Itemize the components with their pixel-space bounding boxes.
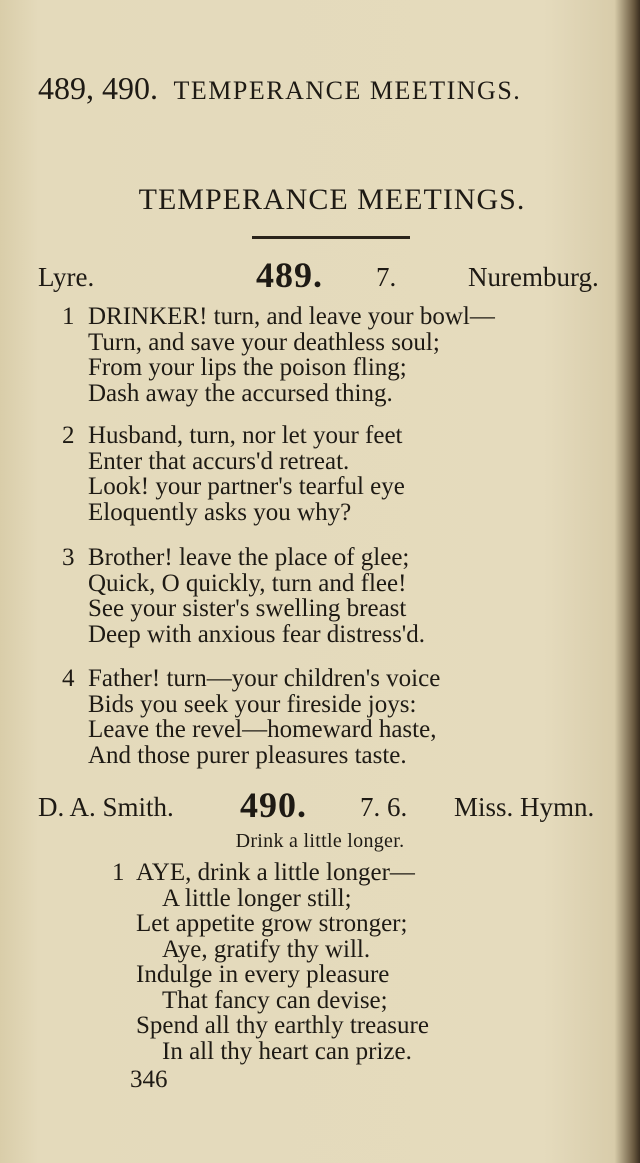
stanza-number: 1 bbox=[62, 303, 75, 330]
page-number: 346 bbox=[130, 1066, 168, 1093]
verse-line: AYE, drink a little longer— bbox=[136, 859, 415, 886]
verse-line: A little longer still; bbox=[162, 884, 352, 912]
hymn-489-header bbox=[38, 255, 628, 302]
verse-line: Indulge in every pleasure bbox=[136, 961, 390, 988]
hymn-number: 489. bbox=[256, 255, 323, 295]
verse-line: That fancy can devise; bbox=[162, 986, 388, 1014]
verse-line: Look! your partner's tearful eye bbox=[88, 473, 405, 500]
verse-line: Dash away the accursed thing. bbox=[88, 379, 393, 407]
verse-line: From your lips the poison fling; bbox=[88, 354, 407, 381]
verse-line: Aye, gratify thy will. bbox=[162, 935, 371, 963]
running-head bbox=[38, 70, 521, 107]
stanza-number: 4 bbox=[62, 665, 75, 692]
stanza-number: 3 bbox=[62, 544, 75, 571]
stanza-number: 1 bbox=[112, 859, 125, 886]
stanza bbox=[62, 666, 440, 768]
verse-line: DRINKER! turn, and leave your bowl— bbox=[88, 303, 495, 330]
verse-line: And those purer pleasures taste. bbox=[88, 741, 407, 769]
verse-line: Deep with anxious fear distress'd. bbox=[88, 620, 426, 648]
verse-line: Husband, turn, nor let your feet bbox=[88, 422, 403, 449]
verse-line: Turn, and save your deathless soul; bbox=[88, 328, 440, 356]
verse-line: Father! turn—your children's voice bbox=[88, 665, 441, 692]
verse-line: Enter that accurs'd retreat. bbox=[88, 447, 350, 475]
verse-line: In all thy heart can prize. bbox=[162, 1037, 412, 1065]
running-head-title: TEMPERANCE MEETINGS. bbox=[173, 76, 522, 105]
hymn-subtitle: Drink a little longer. bbox=[235, 830, 405, 852]
hymn-number: 490. bbox=[240, 785, 307, 825]
section-title: TEMPERANCE MEETINGS. bbox=[138, 183, 526, 216]
title-rule bbox=[252, 236, 410, 239]
verse-line: Let appetite grow stronger; bbox=[136, 910, 408, 937]
verse-line: Eloquently asks you why? bbox=[88, 498, 352, 526]
stanza bbox=[62, 545, 425, 647]
verse-line: Quick, O quickly, turn and flee! bbox=[88, 569, 407, 597]
verse-line: Spend all thy earthly treasure bbox=[136, 1012, 429, 1039]
hymn-tune: Nuremburg. bbox=[468, 262, 599, 292]
verse-line: See your sister's swelling breast bbox=[88, 595, 407, 622]
stanza bbox=[112, 860, 429, 1064]
hymn-meter: 7. bbox=[376, 262, 397, 292]
stanza bbox=[62, 304, 495, 406]
hymn-490-header bbox=[38, 785, 628, 832]
stanza-number: 2 bbox=[62, 422, 75, 449]
hymn-tune: Miss. Hymn. bbox=[454, 792, 595, 822]
verse-line: Bids you seek your fireside joys: bbox=[88, 690, 417, 718]
verse-line: Brother! leave the place of glee; bbox=[88, 544, 410, 571]
running-head-numbers: 489, 490. bbox=[38, 70, 158, 106]
verse-line: Leave the revel—homeward haste, bbox=[88, 716, 437, 743]
hymn-author: Lyre. bbox=[38, 262, 95, 292]
hymn-author: D. A. Smith. bbox=[38, 792, 174, 822]
stanza bbox=[62, 423, 405, 525]
hymn-meter: 7. 6. bbox=[360, 792, 408, 822]
